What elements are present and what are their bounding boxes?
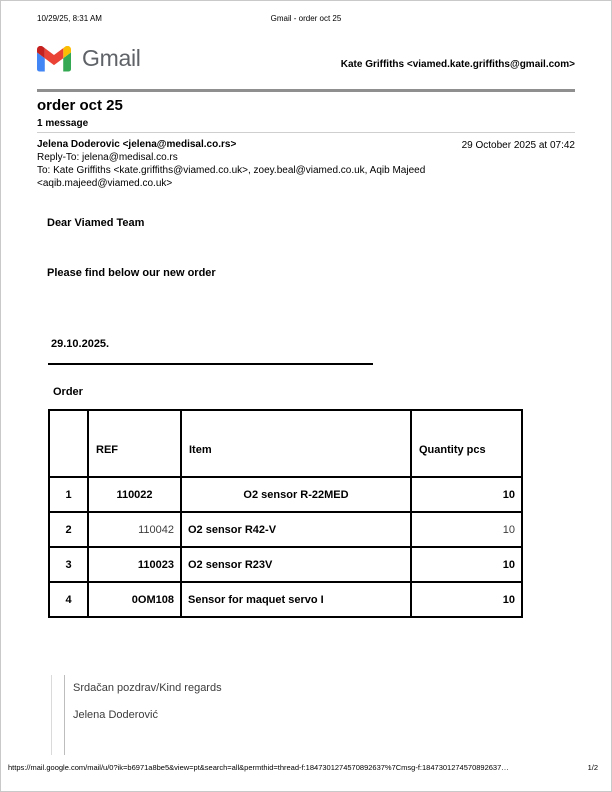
cell-qty: 10 [411, 512, 522, 547]
divider-thin [37, 132, 575, 133]
cell-qty: 10 [411, 547, 522, 582]
cell-ref: 110023 [88, 547, 181, 582]
to-line: To: Kate Griffiths <kate.griffiths@viamed.co.uk>, zoey.beal@viamed.co.uk, Aqib Majeed [37, 165, 426, 176]
cell-item: O2 sensor R23V [181, 547, 411, 582]
cell-ref: 110042 [88, 512, 181, 547]
quote-border-inner [64, 675, 65, 755]
header-row [49, 410, 522, 477]
order-table-head [49, 410, 522, 477]
table-row [49, 547, 522, 582]
table-row [49, 582, 522, 617]
email-subject: order oct 25 [37, 97, 123, 114]
cell-item: O2 sensor R-22MED [181, 477, 411, 512]
cell-qty: 10 [411, 582, 522, 617]
order-table [48, 409, 523, 618]
signature-name: Jelena Doderović [73, 709, 158, 721]
message-date: 29 October 2025 at 07:42 [461, 140, 575, 151]
divider-thick [37, 89, 575, 92]
to-line-continued: <aqib.majeed@viamed.co.uk> [37, 178, 173, 189]
order-label: Order [53, 386, 83, 398]
account-email: Kate Griffiths <viamed.kate.griffiths@gmail.com> [340, 59, 575, 70]
message-count: 1 message [37, 118, 89, 129]
signature-regards: Srdačan pozdrav/Kind regards [73, 682, 222, 694]
print-footer-page: 1/2 [587, 763, 598, 772]
print-title: Gmail - order oct 25 [270, 14, 342, 23]
sender-line: Jelena Doderovic <jelena@medisal.co.rs> [37, 139, 237, 150]
greeting-text: Dear Viamed Team [47, 217, 145, 229]
cell-num: 2 [49, 512, 88, 547]
header-item: Item [181, 410, 411, 477]
print-footer-url: https://mail.google.com/mail/u/0?ik=b6971a8be5&view=pt&search=all&permthid=thread-f:1847301274570892637%7Cmsg-f:1847301274570892637… [8, 763, 509, 772]
cell-item: Sensor for maquet servo I [181, 582, 411, 617]
order-date: 29.10.2025. [51, 338, 110, 350]
quote-border-outer [51, 675, 52, 755]
print-datetime: 10/29/25, 8:31 AM [37, 14, 102, 23]
gmail-logo-icon [37, 46, 71, 72]
reply-to-line: Reply-To: jelena@medisal.co.rs [37, 152, 178, 163]
table-row [49, 477, 522, 512]
header-num [49, 410, 88, 477]
order-table-body [49, 477, 522, 617]
date-underline [48, 363, 373, 365]
table-row [49, 512, 522, 547]
cell-num: 3 [49, 547, 88, 582]
header-qty: Quantity pcs [411, 410, 522, 477]
gmail-masthead [37, 45, 141, 72]
cell-item: O2 sensor R42-V [181, 512, 411, 547]
cell-qty: 10 [411, 477, 522, 512]
cell-num: 1 [49, 477, 88, 512]
gmail-wordmark: Gmail [82, 45, 141, 71]
cell-ref: 110022 [88, 477, 181, 512]
header-ref: REF [88, 410, 181, 477]
cell-ref: 0OM108 [88, 582, 181, 617]
intro-text: Please find below our new order [47, 267, 216, 279]
cell-num: 4 [49, 582, 88, 617]
